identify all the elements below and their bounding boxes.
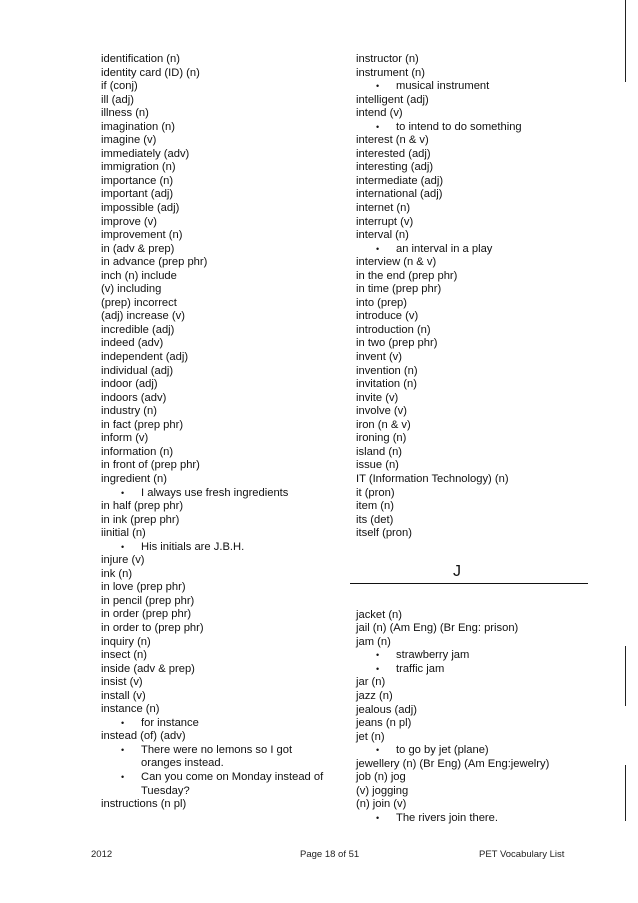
- bullet-icon: •: [376, 243, 380, 254]
- example-text: The rivers join there.: [396, 811, 498, 824]
- vocabulary-entry: industry (n): [101, 405, 157, 418]
- vocabulary-entry: internet (n): [356, 202, 411, 215]
- example-bullet-item: [356, 744, 576, 758]
- vocabulary-entry: involve (v): [356, 405, 407, 418]
- vocabulary-entry: (n) join (v): [356, 798, 407, 811]
- vocabulary-entry: island (n): [356, 445, 403, 458]
- vocabulary-entry: jacket (n): [356, 608, 403, 621]
- margin-bar-middle: [625, 646, 626, 706]
- vocabulary-entry: interest (n & v): [356, 134, 429, 147]
- example-bullet-item: [101, 717, 333, 731]
- vocabulary-entry: instrument (n): [356, 66, 426, 79]
- vocabulary-entry: in advance (prep phr): [101, 256, 208, 269]
- bullet-icon: •: [376, 745, 380, 756]
- section-heading: [356, 555, 576, 595]
- footer-page-number: Page 18 of 51: [300, 849, 360, 860]
- example-bullet-item: [356, 649, 576, 663]
- vocabulary-entry: intermediate (adj): [356, 174, 444, 187]
- example-text: His initials are J.B.H.: [141, 540, 245, 553]
- example-text: I always use fresh ingredients: [141, 486, 289, 499]
- vocabulary-entry: incredible (adj): [101, 323, 175, 336]
- vocabulary-entry: indeed (adv): [101, 337, 164, 350]
- vocabulary-entry: interesting (adj): [356, 161, 434, 174]
- vocabulary-entry: indoor (adj): [101, 378, 158, 391]
- bullet-icon: •: [376, 812, 380, 823]
- right-vocabulary-column: [356, 53, 576, 825]
- bullet-icon: •: [376, 121, 380, 132]
- vocabulary-entry: in love (prep phr): [101, 581, 186, 594]
- vocabulary-entry: importance (n): [101, 174, 174, 187]
- vocabulary-entry: illness (n): [101, 107, 149, 120]
- vocabulary-entry: iron (n & v): [356, 418, 411, 431]
- vocabulary-entry: invention (n): [356, 364, 418, 377]
- margin-bar-bottom: [625, 765, 626, 821]
- blank-line: [356, 541, 576, 555]
- margin-bar-top: [625, 0, 626, 82]
- vocabulary-entry: iinitial (n): [101, 527, 146, 540]
- bullet-icon: •: [121, 744, 125, 755]
- vocabulary-entry: ill (adj): [101, 93, 134, 106]
- example-bullet-item: [356, 243, 576, 257]
- vocabulary-entry: jet (n): [356, 730, 385, 743]
- vocabulary-entry: insect (n): [101, 649, 148, 662]
- vocabulary-entry: (prep) incorrect: [101, 296, 177, 309]
- vocabulary-entry: in order to (prep phr): [101, 621, 204, 634]
- vocabulary-entry: introduction (n): [356, 323, 431, 336]
- vocabulary-entry: interview (n & v): [356, 256, 437, 269]
- vocabulary-entry: individual (adj): [101, 364, 174, 377]
- vocabulary-entry: install (v): [101, 689, 146, 702]
- vocabulary-entry: immigration (n): [101, 161, 176, 174]
- vocabulary-entry: in time (prep phr): [356, 283, 442, 296]
- example-bullet-item: [356, 80, 576, 94]
- example-bullet-item: [356, 663, 576, 677]
- vocabulary-entry: jazz (n): [356, 689, 393, 702]
- vocabulary-entry: (v) including: [101, 283, 162, 296]
- vocabulary-entry: inform (v): [101, 432, 149, 445]
- vocabulary-entry: instructor (n): [356, 53, 419, 65]
- example-text: There were no lemons so I got oranges instead.: [141, 743, 293, 770]
- vocabulary-entry: instance (n): [101, 703, 160, 716]
- example-bullet-item: [101, 487, 333, 501]
- vocabulary-entry: jewellery (n) (Br Eng) (Am Eng:jewelry): [356, 757, 550, 770]
- vocabulary-entry: in half (prep phr): [101, 500, 184, 513]
- vocabulary-entry: job (n) jog: [356, 771, 406, 784]
- vocabulary-entry: invent (v): [356, 351, 403, 364]
- vocabulary-entry: information (n): [101, 445, 174, 458]
- vocabulary-entry: interrupt (v): [356, 215, 414, 228]
- section-rule: [350, 583, 588, 584]
- bullet-icon: •: [376, 81, 380, 92]
- example-text: to intend to do something: [396, 120, 522, 133]
- vocabulary-entry: IT (Information Technology) (n): [356, 472, 509, 485]
- vocabulary-entry: in order (prep phr): [101, 608, 192, 621]
- vocabulary-entry: in (adv & prep): [101, 242, 175, 255]
- vocabulary-entry: injure (v): [101, 554, 145, 567]
- vocabulary-entry: into (prep): [356, 296, 407, 309]
- bullet-icon: •: [121, 487, 125, 498]
- vocabulary-entry: in ink (prep phr): [101, 513, 180, 526]
- vocabulary-entry: jam (n): [356, 635, 391, 648]
- vocabulary-entry: in pencil (prep phr): [101, 594, 195, 607]
- vocabulary-entry: invitation (n): [356, 378, 417, 391]
- vocabulary-entry: instructions (n pl): [101, 798, 187, 811]
- vocabulary-entry: in front of (prep phr): [101, 459, 200, 472]
- vocabulary-entry: improve (v): [101, 215, 157, 228]
- vocabulary-entry: it (pron): [356, 486, 395, 499]
- vocabulary-entry: item (n): [356, 500, 394, 513]
- vocabulary-entry: impossible (adj): [101, 202, 180, 215]
- bullet-icon: •: [121, 771, 125, 782]
- vocabulary-entry: jealous (adj): [356, 703, 417, 716]
- vocabulary-entry: inch (n) include: [101, 269, 177, 282]
- vocabulary-entry: in fact (prep phr): [101, 418, 184, 431]
- example-text: an interval in a play: [396, 242, 493, 255]
- vocabulary-entry: identification (n): [101, 53, 180, 65]
- vocabulary-entry: identity card (ID) (n): [101, 66, 200, 79]
- vocabulary-entry: immediately (adv): [101, 147, 190, 160]
- vocabulary-entry: in the end (prep phr): [356, 269, 458, 282]
- vocabulary-entry: insist (v): [101, 676, 143, 689]
- example-text: strawberry jam: [396, 649, 470, 662]
- vocabulary-entry: ingredient (n): [101, 472, 167, 485]
- vocabulary-entry: ironing (n): [356, 432, 407, 445]
- example-bullet-item: [101, 541, 333, 555]
- example-text: Can you come on Monday instead of Tuesday?: [141, 770, 324, 797]
- vocabulary-entry: international (adj): [356, 188, 443, 201]
- example-bullet-item: [101, 771, 333, 798]
- vocabulary-entry: in two (prep phr): [356, 337, 438, 350]
- vocabulary-entry: improvement (n): [101, 229, 183, 242]
- section-letter: J: [453, 562, 461, 580]
- blank-line: [356, 595, 576, 609]
- vocabulary-entry: inside (adv & prep): [101, 662, 195, 675]
- example-bullet-item: [356, 121, 576, 135]
- vocabulary-entry: interested (adj): [356, 147, 431, 160]
- vocabulary-entry: imagination (n): [101, 120, 175, 133]
- example-bullet-item: [356, 812, 576, 826]
- example-text: to go by jet (plane): [396, 744, 489, 757]
- vocabulary-entry: imagine (v): [101, 134, 157, 147]
- vocabulary-entry: inquiry (n): [101, 635, 151, 648]
- example-text: musical instrument: [396, 80, 490, 93]
- vocabulary-entry: invite (v): [356, 391, 399, 404]
- vocabulary-entry: jail (n) (Am Eng) (Br Eng: prison): [356, 622, 519, 635]
- footer-document-title: PET Vocabulary List: [479, 849, 565, 860]
- vocabulary-entry: itself (pron): [356, 527, 412, 540]
- vocabulary-entry: (adj) increase (v): [101, 310, 185, 323]
- bullet-icon: •: [121, 541, 125, 552]
- vocabulary-entry: important (adj): [101, 188, 174, 201]
- vocabulary-entry: indoors (adv): [101, 391, 167, 404]
- example-text: for instance: [141, 716, 199, 729]
- vocabulary-entry: issue (n): [356, 459, 399, 472]
- example-text: traffic jam: [396, 662, 445, 675]
- vocabulary-entry: interval (n): [356, 229, 409, 242]
- footer-year: 2012: [91, 849, 113, 860]
- vocabulary-entry: intelligent (adj): [356, 93, 429, 106]
- vocabulary-entry: its (det): [356, 513, 394, 526]
- bullet-icon: •: [376, 663, 380, 674]
- vocabulary-entry: jeans (n pl): [356, 717, 412, 730]
- vocabulary-entry: independent (adj): [101, 351, 189, 364]
- vocabulary-entry: instead (of) (adv): [101, 730, 186, 743]
- left-vocabulary-column: [101, 53, 333, 812]
- example-bullet-item: [101, 744, 333, 771]
- bullet-icon: •: [376, 650, 380, 661]
- vocabulary-entry: (v) jogging: [356, 784, 409, 797]
- vocabulary-entry: jar (n): [356, 676, 386, 689]
- vocabulary-entry: ink (n): [101, 567, 133, 580]
- bullet-icon: •: [121, 717, 125, 728]
- vocabulary-entry: if (conj): [101, 80, 138, 93]
- vocabulary-entry: introduce (v): [356, 310, 419, 323]
- vocabulary-entry: intend (v): [356, 107, 403, 120]
